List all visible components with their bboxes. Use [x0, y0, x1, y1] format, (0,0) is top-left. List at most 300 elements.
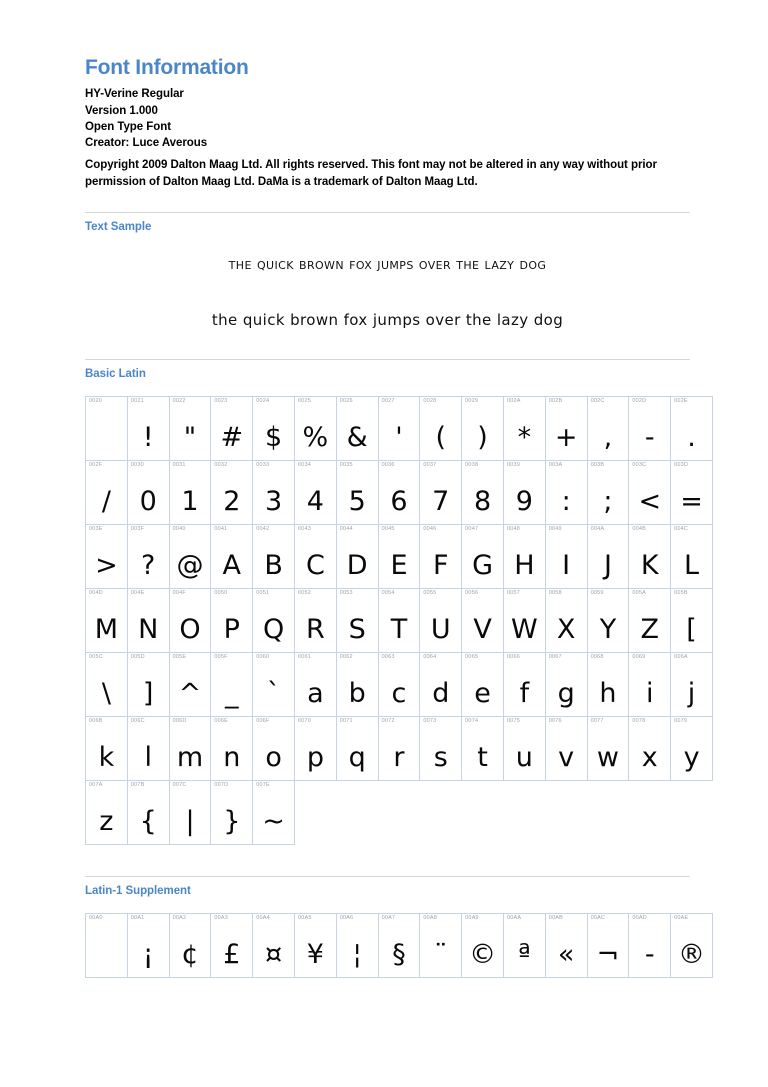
glyph-character: &	[346, 421, 368, 453]
glyph-character: w	[596, 741, 619, 773]
glyph-cell[interactable]	[671, 396, 713, 460]
glyph-cell[interactable]	[336, 716, 378, 780]
glyph-character: {	[139, 805, 157, 837]
glyph-character: N	[138, 613, 159, 645]
glyph-cell[interactable]	[336, 588, 378, 652]
glyph-character: ]	[142, 677, 154, 709]
glyph-cell[interactable]	[169, 716, 211, 780]
glyph-character: \	[101, 677, 111, 709]
glyph-cell[interactable]	[211, 913, 253, 977]
glyph-cell[interactable]	[503, 716, 545, 780]
glyph-character: v	[558, 741, 575, 773]
glyph-cell[interactable]	[420, 588, 462, 652]
glyph-codepoint-label: 006D	[172, 717, 187, 724]
glyph-cell[interactable]	[294, 716, 336, 780]
glyph-cell[interactable]	[420, 460, 462, 524]
glyph-codepoint-label: 00A6	[339, 914, 354, 921]
glyph-cell[interactable]	[587, 524, 629, 588]
glyph-codepoint-label: 0073	[423, 717, 437, 724]
section-heading-latin1-supplement: Latin-1 Supplement	[85, 884, 191, 897]
glyph-character: W	[511, 613, 538, 645]
glyph-cell[interactable]	[86, 716, 128, 780]
glyph-character	[86, 451, 127, 460]
glyph-cell[interactable]	[169, 524, 211, 588]
glyph-character: i	[646, 677, 654, 709]
glyph-character: P	[223, 613, 240, 645]
glyph-cell[interactable]	[127, 652, 169, 716]
glyph-character: A	[222, 549, 242, 581]
glyph-character: K	[640, 549, 659, 581]
glyph-cell-empty	[671, 780, 713, 844]
glyph-cell[interactable]	[127, 913, 169, 977]
glyph-character: ^	[178, 677, 202, 709]
glyph-codepoint-label: 005A	[632, 589, 647, 596]
glyph-character: 3	[264, 485, 283, 517]
glyph-codepoint-label: 0058	[548, 589, 562, 596]
glyph-character: 8	[473, 485, 492, 517]
glyph-codepoint-label: 00AC	[590, 914, 606, 921]
glyph-codepoint-label: 004B	[632, 525, 647, 532]
glyph-cell[interactable]	[587, 652, 629, 716]
glyph-cell[interactable]	[378, 716, 420, 780]
glyph-codepoint-label: 00A0	[89, 914, 103, 921]
glyph-cell[interactable]	[127, 524, 169, 588]
glyph-cell[interactable]	[378, 460, 420, 524]
glyph-codepoint-label: 0047	[465, 525, 479, 532]
glyph-cell[interactable]	[587, 460, 629, 524]
glyph-cell[interactable]	[587, 716, 629, 780]
glyph-cell[interactable]	[629, 524, 671, 588]
glyph-character: n	[223, 741, 241, 773]
glyph-cell[interactable]	[629, 588, 671, 652]
glyph-cell[interactable]	[545, 460, 587, 524]
glyph-cell[interactable]	[253, 588, 295, 652]
glyph-character: D	[346, 549, 368, 581]
glyph-cell[interactable]	[336, 396, 378, 460]
glyph-character: M	[94, 613, 119, 645]
glyph-cell[interactable]	[211, 716, 253, 780]
glyph-codepoint-label: 0032	[214, 461, 228, 468]
glyph-cell[interactable]	[211, 588, 253, 652]
glyph-cell[interactable]	[503, 460, 545, 524]
glyph-character: ;	[603, 485, 613, 517]
glyph-character: e	[474, 677, 491, 709]
glyph-cell[interactable]	[86, 780, 128, 844]
glyph-character: 2	[223, 485, 241, 517]
glyph-codepoint-label: 002A	[506, 397, 521, 404]
glyph-codepoint-label: 00A9	[465, 914, 479, 921]
glyph-cell[interactable]	[629, 396, 671, 460]
glyph-cell[interactable]	[545, 524, 587, 588]
glyph-cell[interactable]	[503, 913, 545, 977]
glyph-cell[interactable]	[169, 460, 211, 524]
glyph-cell[interactable]	[378, 524, 420, 588]
glyph-table-basic-latin	[85, 396, 713, 845]
glyph-codepoint-label: 003B	[590, 461, 605, 468]
glyph-codepoint-label: 004E	[130, 589, 145, 596]
glyph-codepoint-label: 0062	[339, 653, 353, 660]
glyph-codepoint-label: 006E	[214, 717, 229, 724]
glyph-codepoint-label: 0028	[423, 397, 437, 404]
glyph-codepoint-label: 0079	[674, 717, 688, 724]
glyph-cell[interactable]	[253, 913, 295, 977]
glyph-cell[interactable]	[420, 913, 462, 977]
glyph-character: p	[306, 741, 324, 773]
glyph-codepoint-label: 004F	[172, 589, 186, 596]
glyph-cell-empty	[378, 780, 420, 844]
glyph-cell[interactable]	[629, 716, 671, 780]
glyph-character: y	[683, 741, 700, 773]
glyph-codepoint-label: 0044	[339, 525, 353, 532]
glyph-character: E	[390, 549, 408, 581]
glyph-codepoint-label: 0023	[214, 397, 228, 404]
glyph-character: 7	[432, 485, 450, 517]
glyph-codepoint-label: 0070	[297, 717, 312, 724]
glyph-codepoint-label: 0066	[506, 653, 521, 660]
glyph-cell[interactable]	[587, 588, 629, 652]
glyph-cell[interactable]	[127, 396, 169, 460]
glyph-codepoint-label: 007D	[214, 781, 229, 788]
glyph-cell[interactable]	[629, 652, 671, 716]
glyph-codepoint-label: 0039	[506, 461, 521, 468]
glyph-cell[interactable]	[671, 716, 713, 780]
glyph-character: O	[179, 613, 201, 645]
glyph-cell[interactable]	[253, 716, 295, 780]
glyph-row	[86, 460, 713, 524]
glyph-character: a	[307, 677, 324, 709]
glyph-cell[interactable]	[86, 588, 128, 652]
glyph-cell[interactable]	[211, 396, 253, 460]
glyph-character: ©	[469, 938, 497, 970]
glyph-character: |	[185, 805, 195, 837]
glyph-cell[interactable]	[587, 396, 629, 460]
glyph-codepoint-label: 0022	[172, 397, 186, 404]
glyph-character: 9	[515, 485, 533, 517]
glyph-character: g	[557, 677, 575, 709]
glyph-character: ¨	[434, 938, 448, 970]
glyph-codepoint-label: 007B	[130, 781, 145, 788]
glyph-cell-empty	[503, 780, 545, 844]
glyph-character: q	[348, 741, 366, 773]
glyph-cell[interactable]	[253, 396, 295, 460]
glyph-character: d	[432, 677, 450, 709]
glyph-codepoint-label: 00A5	[297, 914, 312, 921]
glyph-cell[interactable]	[378, 588, 420, 652]
glyph-character: $	[264, 421, 283, 453]
glyph-codepoint-label: 00AA	[506, 914, 522, 921]
glyph-cell[interactable]	[671, 460, 713, 524]
glyph-codepoint-label: 006C	[130, 717, 145, 724]
glyph-codepoint-label: 0056	[465, 589, 479, 596]
glyph-codepoint-label: 0045	[381, 525, 395, 532]
glyph-character: Z	[640, 613, 659, 645]
glyph-codepoint-label: 0055	[423, 589, 437, 596]
glyph-character: u	[515, 741, 533, 773]
glyph-character: '	[395, 421, 403, 453]
glyph-codepoint-label: 0029	[465, 397, 479, 404]
glyph-cell[interactable]	[378, 396, 420, 460]
glyph-character: £	[223, 938, 241, 970]
glyph-character: z	[99, 805, 114, 837]
glyph-cell[interactable]	[671, 524, 713, 588]
glyph-character: Q	[262, 613, 285, 645]
glyph-character: s	[433, 741, 448, 773]
glyph-cell[interactable]	[629, 913, 671, 977]
glyph-codepoint-label: 003A	[548, 461, 563, 468]
glyph-character: 6	[390, 485, 408, 517]
glyph-cell[interactable]	[211, 652, 253, 716]
glyph-character: !	[142, 421, 154, 453]
glyph-codepoint-label: 0068	[590, 653, 604, 660]
glyph-codepoint-label: 00AD	[632, 914, 647, 921]
glyph-cell[interactable]	[294, 913, 336, 977]
glyph-character: k	[98, 741, 115, 773]
glyph-character: S	[348, 613, 366, 645]
glyph-codepoint-label: 0021	[130, 397, 144, 404]
glyph-cell[interactable]	[462, 913, 504, 977]
glyph-cell[interactable]	[127, 588, 169, 652]
glyph-codepoint-label: 0078	[632, 717, 646, 724]
glyph-cell[interactable]	[420, 396, 462, 460]
glyph-cell[interactable]	[545, 913, 587, 977]
glyph-character: "	[183, 421, 197, 453]
glyph-cell[interactable]	[86, 460, 128, 524]
glyph-cell[interactable]	[86, 396, 128, 460]
glyph-character: §	[392, 938, 406, 970]
glyph-cell[interactable]	[211, 460, 253, 524]
glyph-cell[interactable]	[545, 716, 587, 780]
glyph-cell[interactable]	[545, 588, 587, 652]
glyph-character: V	[473, 613, 492, 645]
glyph-cell[interactable]	[503, 524, 545, 588]
glyph-codepoint-label: 002B	[548, 397, 563, 404]
glyph-cell[interactable]	[420, 716, 462, 780]
glyph-character: +	[554, 421, 578, 453]
glyph-cell[interactable]	[462, 716, 504, 780]
glyph-character: o	[265, 741, 282, 773]
glyph-cell[interactable]	[294, 396, 336, 460]
text-sample-lowercase: the quick brown fox jumps over the lazy dog	[211, 310, 564, 329]
glyph-codepoint-label: 0052	[297, 589, 312, 596]
glyph-cell[interactable]	[545, 652, 587, 716]
glyph-character: f	[519, 677, 530, 709]
glyph-character: h	[599, 677, 617, 709]
glyph-codepoint-label: 0038	[465, 461, 479, 468]
glyph-cell-empty	[420, 780, 462, 844]
glyph-cell[interactable]	[336, 460, 378, 524]
glyph-cell[interactable]	[671, 588, 713, 652]
glyph-cell[interactable]	[420, 652, 462, 716]
glyph-codepoint-label: 005C	[89, 653, 103, 660]
glyph-codepoint-label: 002E	[674, 397, 688, 404]
glyph-cell[interactable]	[378, 652, 420, 716]
glyph-row	[86, 652, 713, 716]
glyph-cell[interactable]	[127, 716, 169, 780]
glyph-cell[interactable]	[169, 588, 211, 652]
glyph-codepoint-label: 00A3	[214, 914, 229, 921]
glyph-character: <	[638, 485, 662, 517]
glyph-codepoint-label: 00A1	[130, 914, 145, 921]
glyph-cell[interactable]	[211, 780, 253, 844]
glyph-character: @	[176, 549, 204, 581]
glyph-row	[86, 588, 713, 652]
glyph-codepoint-label: 00AB	[548, 914, 564, 921]
glyph-codepoint-label: 0069	[632, 653, 646, 660]
glyph-cell-empty	[587, 780, 629, 844]
glyph-cell[interactable]	[671, 652, 713, 716]
glyph-cell[interactable]	[420, 524, 462, 588]
glyph-cell[interactable]	[462, 524, 504, 588]
glyph-codepoint-label: 003F	[130, 525, 145, 532]
glyph-codepoint-label: 005F	[214, 653, 228, 660]
glyph-codepoint-label: 0046	[423, 525, 437, 532]
glyph-character: t	[477, 741, 488, 773]
glyph-cell[interactable]	[86, 652, 128, 716]
glyph-codepoint-label: 0037	[423, 461, 437, 468]
glyph-cell[interactable]	[503, 652, 545, 716]
glyph-cell-empty	[629, 780, 671, 844]
font-creator: Creator: Luce Averous	[85, 137, 208, 150]
glyph-codepoint-label: 00A8	[423, 914, 438, 921]
glyph-character: /	[101, 485, 111, 517]
glyph-cell[interactable]	[545, 396, 587, 460]
glyph-cell[interactable]	[86, 913, 128, 977]
glyph-character: C	[305, 549, 325, 581]
glyph-character: ¡	[142, 938, 154, 970]
glyph-character: 1	[181, 485, 199, 517]
glyph-cell[interactable]	[378, 913, 420, 977]
glyph-codepoint-label: 0067	[548, 653, 562, 660]
glyph-character	[86, 968, 127, 977]
glyph-cell[interactable]	[169, 396, 211, 460]
page-title: Font Information	[85, 56, 249, 79]
glyph-cell[interactable]	[253, 460, 295, 524]
glyph-codepoint-label: 007E	[256, 781, 270, 788]
glyph-cell[interactable]	[462, 396, 504, 460]
glyph-codepoint-label: 0074	[465, 717, 479, 724]
glyph-character: F	[433, 549, 449, 581]
glyph-character: -	[644, 421, 655, 453]
glyph-codepoint-label: 0063	[381, 653, 395, 660]
glyph-character: )	[477, 421, 488, 453]
glyph-codepoint-label: 005D	[130, 653, 145, 660]
glyph-row	[86, 716, 713, 780]
glyph-character: }	[223, 805, 241, 837]
glyph-codepoint-label: 002F	[89, 461, 103, 468]
glyph-character: b	[348, 677, 366, 709]
glyph-cell[interactable]	[127, 780, 169, 844]
glyph-table-body-latin1-supplement	[86, 913, 713, 977]
glyph-codepoint-label: 004A	[590, 525, 605, 532]
glyph-character: J	[603, 549, 612, 581]
glyph-character: `	[266, 677, 281, 709]
glyph-cell[interactable]	[336, 652, 378, 716]
glyph-cell[interactable]	[462, 588, 504, 652]
glyph-cell[interactable]	[503, 588, 545, 652]
glyph-cell[interactable]	[253, 652, 295, 716]
glyph-character: ¤	[264, 938, 283, 970]
glyph-character: H	[514, 549, 535, 581]
glyph-codepoint-label: 0042	[256, 525, 270, 532]
glyph-character: 0	[139, 485, 157, 517]
glyph-cell-empty	[462, 780, 504, 844]
glyph-character: G	[472, 549, 494, 581]
glyph-cell[interactable]	[629, 460, 671, 524]
glyph-cell[interactable]	[336, 913, 378, 977]
glyph-codepoint-label: 004C	[674, 525, 689, 532]
glyph-cell[interactable]	[336, 524, 378, 588]
glyph-cell[interactable]	[253, 524, 295, 588]
glyph-codepoint-label: 006A	[674, 653, 688, 660]
glyph-codepoint-label: 00A2	[172, 914, 187, 921]
glyph-codepoint-label: 0075	[506, 717, 521, 724]
glyph-cell[interactable]	[86, 524, 128, 588]
glyph-cell[interactable]	[253, 780, 295, 844]
glyph-cell[interactable]	[294, 524, 336, 588]
glyph-character: j	[687, 677, 696, 709]
glyph-cell[interactable]	[671, 913, 713, 977]
glyph-codepoint-label: 0064	[423, 653, 437, 660]
glyph-cell[interactable]	[462, 652, 504, 716]
glyph-character: ,	[603, 421, 613, 453]
section-heading-basic-latin: Basic Latin	[85, 367, 146, 380]
glyph-character: 4	[306, 485, 324, 517]
glyph-cell[interactable]	[294, 652, 336, 716]
glyph-codepoint-label: 0053	[339, 589, 353, 596]
glyph-character: L	[684, 549, 700, 581]
glyph-codepoint-label: 0035	[339, 461, 353, 468]
glyph-codepoint-label: 0071	[339, 717, 353, 724]
glyph-cell[interactable]	[127, 460, 169, 524]
glyph-row	[86, 396, 713, 460]
glyph-codepoint-label: 0020	[89, 397, 103, 404]
glyph-cell[interactable]	[503, 396, 545, 460]
glyph-codepoint-label: 0061	[297, 653, 312, 660]
glyph-character: ®	[678, 938, 706, 970]
copyright-notice: Copyright 2009 Dalton Maag Ltd. All rights reserved. This font may not be altered in any way without prior permission of Dalton Maag Ltd. DaMa is a trademark of Dalton Maag Ltd.	[85, 158, 657, 189]
glyph-character: -	[644, 938, 655, 970]
glyph-cell[interactable]	[211, 524, 253, 588]
glyph-character: :	[561, 485, 571, 517]
glyph-codepoint-label: 0051	[256, 589, 270, 596]
glyph-cell[interactable]	[169, 780, 211, 844]
glyph-cell[interactable]	[169, 913, 211, 977]
glyph-codepoint-label: 0054	[381, 589, 395, 596]
glyph-character: [	[686, 613, 697, 645]
glyph-cell[interactable]	[294, 588, 336, 652]
glyph-cell[interactable]	[462, 460, 504, 524]
glyph-codepoint-label: 00A7	[381, 914, 396, 921]
glyph-codepoint-label: 007C	[172, 781, 187, 788]
glyph-cell[interactable]	[587, 913, 629, 977]
glyph-codepoint-label: 0033	[256, 461, 270, 468]
glyph-codepoint-label: 0030	[130, 461, 144, 468]
glyph-cell[interactable]	[294, 460, 336, 524]
glyph-codepoint-label: 003E	[89, 525, 103, 532]
glyph-codepoint-label: 0034	[297, 461, 312, 468]
glyph-cell-empty	[336, 780, 378, 844]
glyph-codepoint-label: 003C	[632, 461, 647, 468]
document-header	[85, 56, 690, 192]
glyph-codepoint-label: 0027	[381, 397, 395, 404]
glyph-character: c	[391, 677, 407, 709]
glyph-table-body-basic-latin	[86, 396, 713, 844]
glyph-character: X	[556, 613, 576, 645]
font-format: Open Type Font	[85, 120, 171, 133]
glyph-character: I	[562, 549, 571, 581]
glyph-cell[interactable]	[169, 652, 211, 716]
glyph-codepoint-label: 00A4	[256, 914, 270, 921]
